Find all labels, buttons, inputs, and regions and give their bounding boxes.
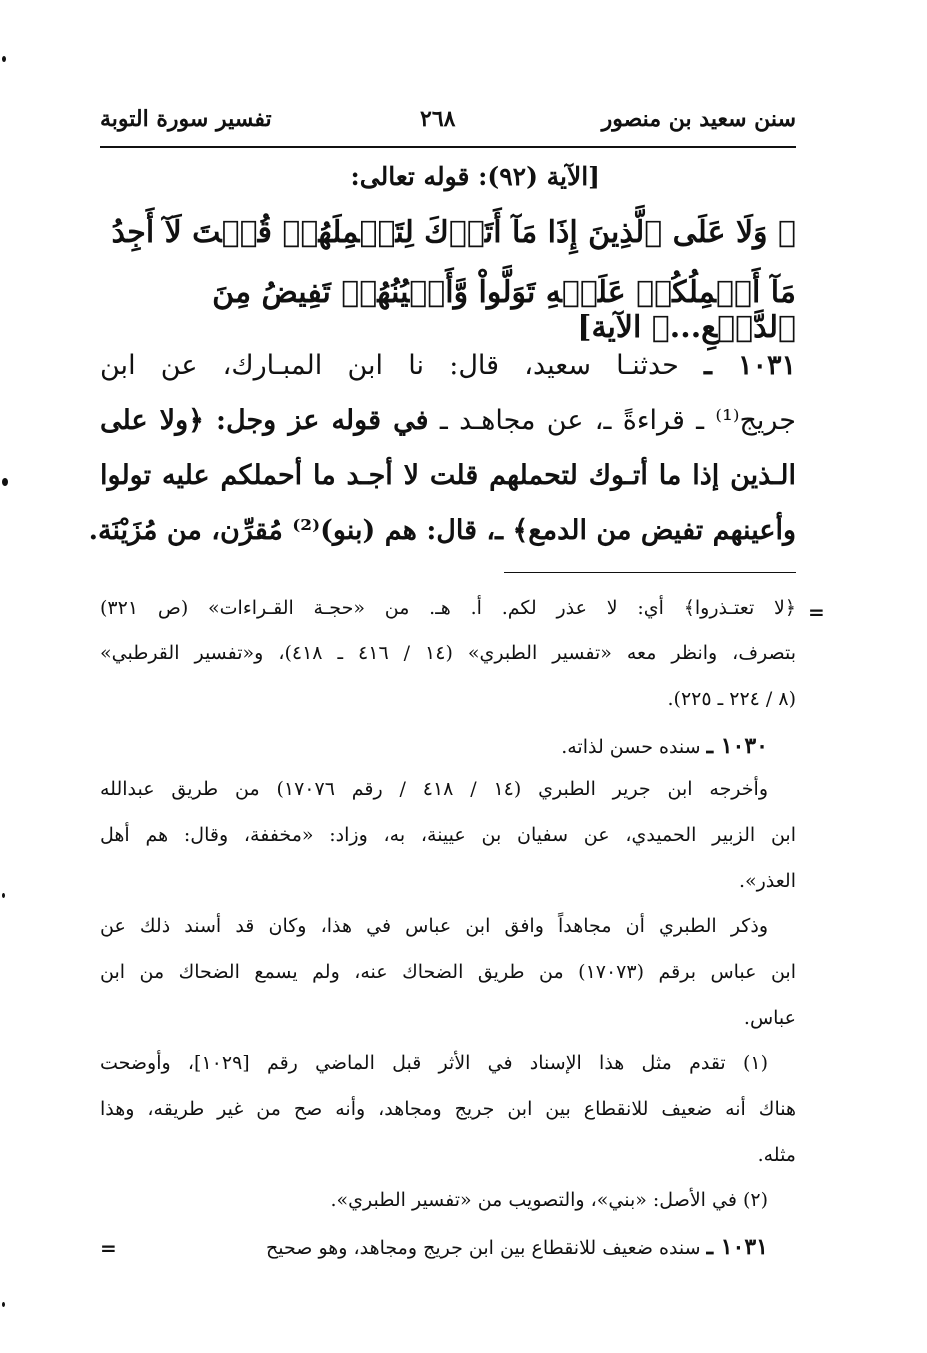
note-para1-line-2: ابن الزبير الحميدي، عن سفيان بن عيينة، به، وزاد: «مخففة، وقال: هم أهل [100, 824, 796, 846]
note-1030: ١٠٣٠ ـ سنده حسن لذاته. [561, 733, 768, 759]
footnote-1-line-2: هناك أنه ضعيف للانقطاع بين ابن جريج ومجاهد، وأنه صح من غير طريقه، وهذا [100, 1098, 796, 1120]
trailing-continuation-marker: = [100, 1236, 117, 1260]
hadith-line-2: جريج⁽¹⁾ ـ قراءةً ـ، عن مجاهـد ـ في قوله عز وجل: ﴿ولا على [100, 405, 796, 436]
footnote-cont-line-2: بتصرف، وانظر معه «تفسير الطبري» (١٤ / ٤١٦ ـ ٤١٨)، و«تفسير القرطبي» [100, 642, 796, 664]
hadith-number: ١٠٣١ ـ [704, 350, 796, 381]
footnote-cont-line-3: (٨ / ٢٢٤ ـ ٢٢٥). [667, 688, 796, 710]
ayah-heading: [الآية (٩٢): قوله تعالى: [350, 162, 600, 191]
book-title: سنن سعيد بن منصور [601, 106, 796, 132]
note-para2-line-1: وذكر الطبري أن مجاهداً وافق ابن عباس في هذا، وكان قد أسند ذلك عن [100, 915, 768, 937]
note-1031: ١٠٣١ ـ سنده ضعيف للانقطاع بين ابن جريج ومجاهد، وهو صحيح [266, 1234, 768, 1260]
note-para1-line-1: وأخرجه ابن جرير الطبري (١٤ / ٤١٨ / رقم ١٧٠٧٦) من طريق عبدالله [100, 778, 768, 800]
scan-mark [2, 56, 6, 62]
verse-line-1: ﴿ وَلَا عَلَى ٱلَّذِينَ إِذَا مَآ أَتَوۡكَ لِتَحۡمِلَهُمۡ قُلۡتَ لَآ أَجِدُ [111, 215, 796, 250]
footnote-separator [504, 572, 796, 573]
page-number: ٢٦٨ [420, 106, 456, 132]
section-title: تفسير سورة التوبة [100, 106, 272, 132]
footnote-2: (٢) في الأصل: «بني»، والتصويب من «تفسير الطبري». [330, 1189, 768, 1211]
note-para2-line-2: ابن عباس برقم (١٧٠٧٣) من طريق الضحاك عنه، ولم يسمع الضحاك من ابن [100, 961, 796, 983]
note-para2-line-3: عباس. [743, 1007, 796, 1029]
footnote-1-line-1: (١) تقدم مثل هذا الإسناد في الأثر قبل الماضي رقم [١٠٢٩]، وأوضحت [100, 1052, 768, 1074]
scan-mark [2, 1302, 5, 1307]
verse-line-2: مَآ أَحۡمِلُكُمۡ عَلَيۡهِ تَوَلَّواْ وَّأَعۡيُنُهُمۡ تَفِيضُ مِنَ ٱلدَّمۡعِ...﴾ الآية] [212, 275, 796, 345]
footnote-cont-line-1: ﴿لا تعتـذروا﴾ أي: لا عذر لكم. أ. هـ. من «حجـة القـراءات» (ص ٣٢١) [100, 597, 796, 619]
hadith-line-4: وأعينهم تفيض من الدمع﴾ ـ، قال: هم (بنو)⁽²⁾ مُقرِّن، من مُزَيْنَة. [88, 515, 796, 546]
hadith-line-1: ١٠٣١ ـ حدثنـا سعيد، قال: نا ابن المبـارك، عن ابن [100, 350, 796, 381]
scan-mark [2, 478, 8, 486]
note-para1-line-3: العذر». [738, 870, 796, 892]
footnote-1-line-3: مثله. [757, 1144, 796, 1166]
page-header [100, 104, 796, 148]
continuation-marker: = [808, 600, 825, 624]
hadith-line-3: الـذين إذا ما أتـوك لتحملهم قلت لا أجـد ما أحملكم عليه تولوا [100, 460, 796, 491]
scan-mark [2, 893, 5, 898]
